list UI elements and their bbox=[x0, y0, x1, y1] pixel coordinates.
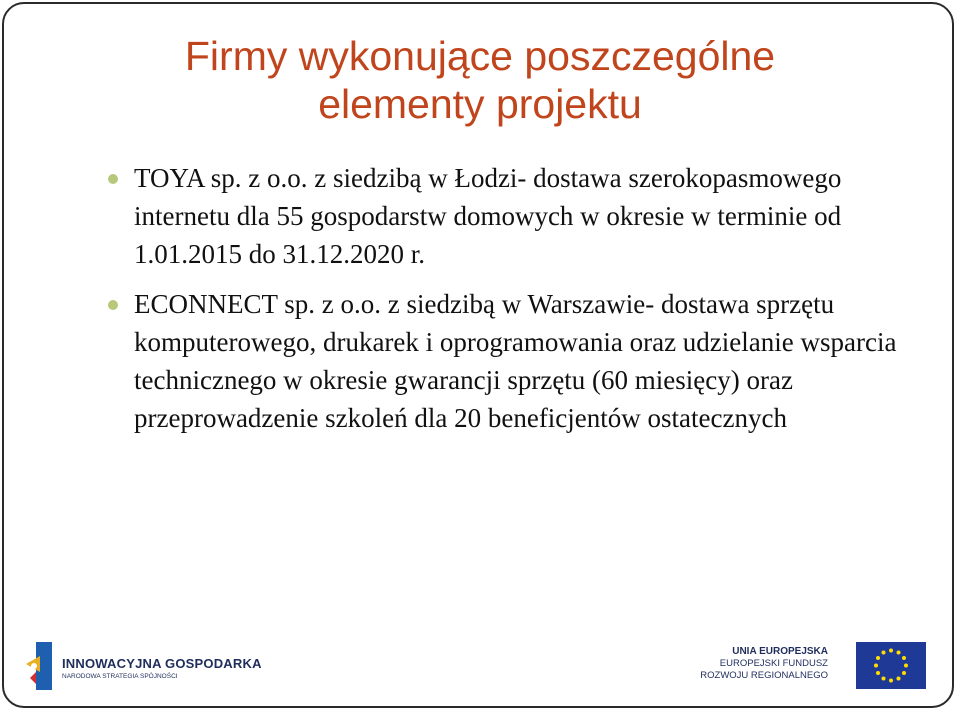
innovative-economy-logo bbox=[26, 642, 262, 694]
eu-flag-icon bbox=[856, 642, 926, 689]
bullet-text: ECONNECT sp. z o.o. z siedzibą w Warszawie- dostawa sprzętu komputerowego, drukarek i oprogramowania oraz udzielanie wsparcia technicznego w okresie gwarancji sprzętu (60 miesięcy) oraz przeprowadzenie szkoleń dla 20 beneficjentów ostatecznych bbox=[134, 289, 897, 433]
bullet-item bbox=[4, 159, 954, 273]
slide-title-line1: Firmy wykonujące poszczególne bbox=[184, 33, 776, 79]
bullet-item bbox=[4, 285, 954, 437]
eu-logo-line3: ROZWOJU REGIONALNEGO bbox=[700, 670, 828, 681]
bullet-text: TOYA sp. z o.o. z siedzibą w Łodzi- dostawa szerokopasmowego internetu dla 55 gospodarstw domowych w okresie w terminie od 1.01.2015 do 31.12.2020 r. bbox=[134, 163, 842, 269]
slide bbox=[2, 2, 954, 708]
eu-logo-line2: EUROPEJSKI FUNDUSZ bbox=[719, 658, 828, 669]
innovative-economy-subtitle: NARODOWA STRATEGIA SPÓJNOŚCI bbox=[62, 673, 178, 680]
innovative-economy-name: INNOWACYJNA GOSPODARKA bbox=[62, 656, 262, 671]
eu-logo-line1: UNIA EUROPEJSKA bbox=[732, 646, 828, 657]
slide-title bbox=[4, 32, 954, 128]
bullet-dot-icon bbox=[108, 300, 118, 310]
slide-title-line2: elementy projektu bbox=[318, 81, 642, 127]
innovative-economy-icon bbox=[26, 642, 52, 690]
eu-logo-text bbox=[700, 646, 828, 682]
bullet-list bbox=[4, 159, 954, 449]
eu-logo bbox=[626, 642, 926, 692]
bullet-dot-icon bbox=[108, 174, 118, 184]
